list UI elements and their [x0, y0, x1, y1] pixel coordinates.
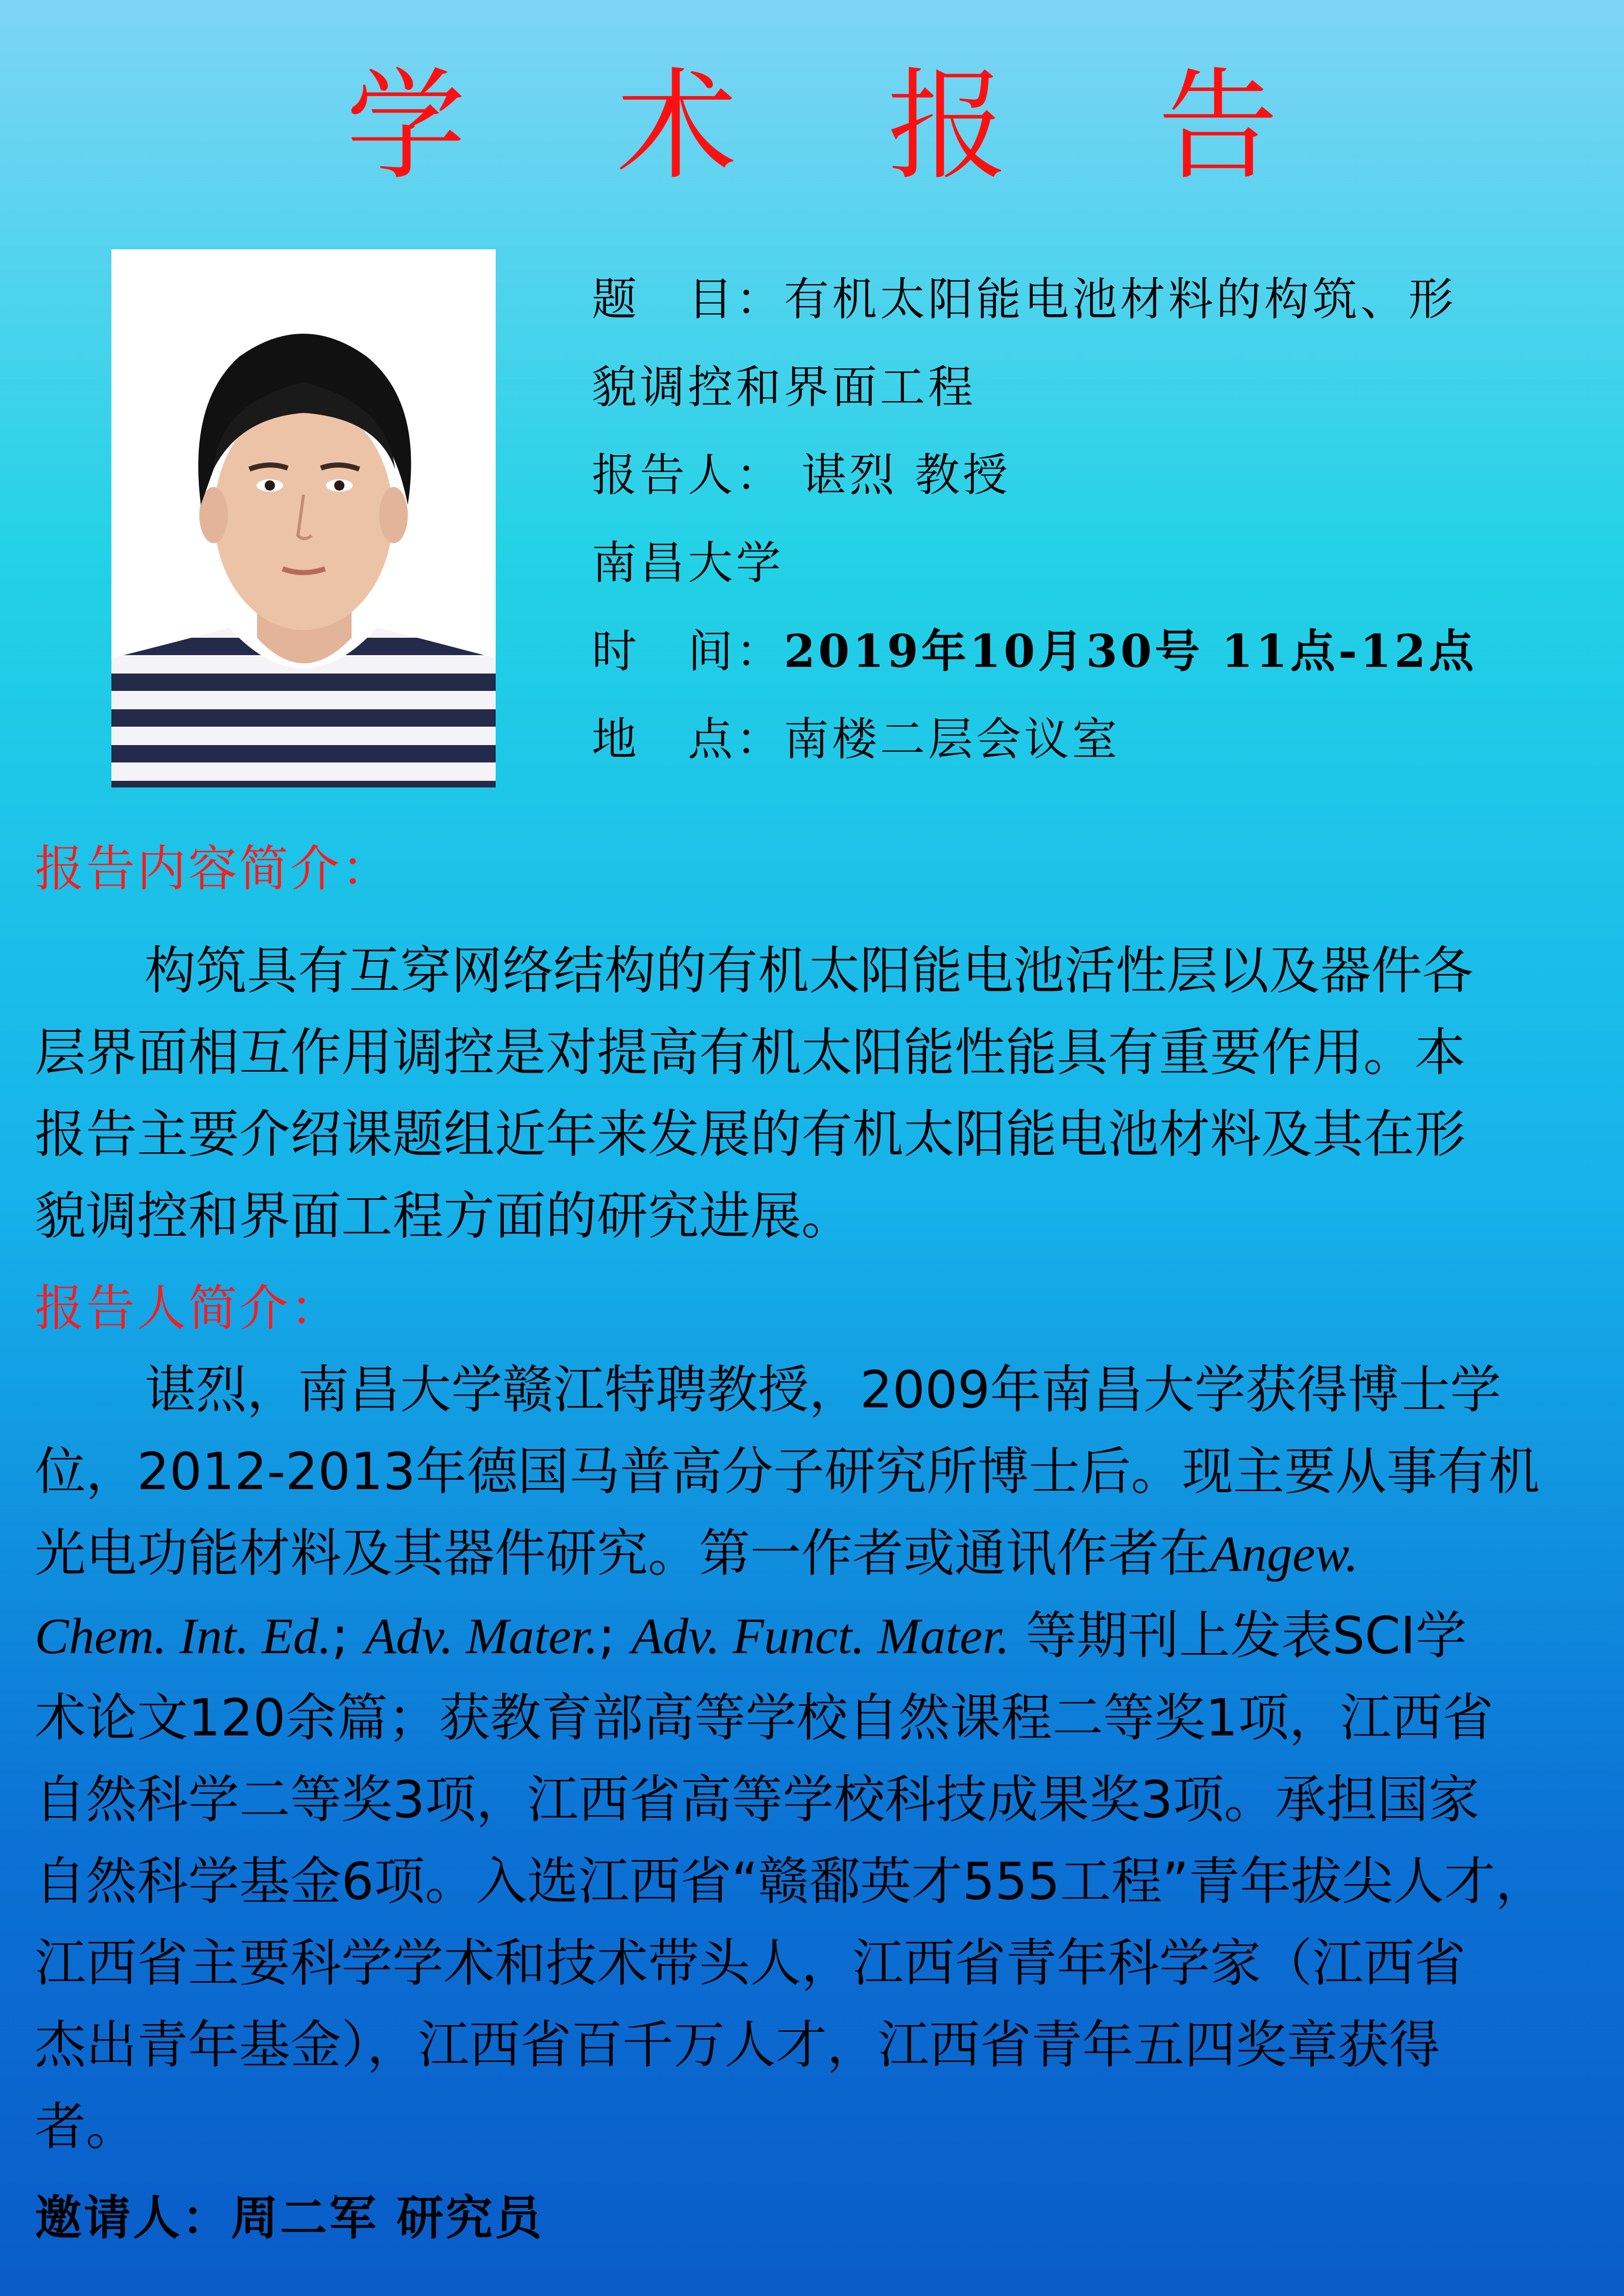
bio-heading: 报告人简介：	[35, 1280, 341, 1337]
journal-angew: Angew.	[1210, 1525, 1358, 1582]
poster-title: 学 术 报 告	[345, 57, 1335, 196]
topic-row-continued	[592, 343, 1563, 431]
portrait-illustration	[111, 249, 496, 787]
topic-label: 题 目：	[592, 273, 784, 326]
speaker-photo	[111, 249, 496, 787]
place-label: 地 点：	[592, 713, 784, 766]
abstract-line: 貌调控和界面工程方面的研究进展。	[35, 1186, 852, 1246]
journal-adv-mater: Adv. Mater.	[364, 1608, 598, 1664]
bio-line: 谌烈，南昌大学赣江特聘教授，2009年南昌大学获得博士学	[145, 1360, 1501, 1420]
journal-separator: ;	[598, 1606, 632, 1665]
bio-line: 自然科学二等奖3项，江西省高等学校科技成果奖3项。承担国家	[35, 1770, 1480, 1829]
time-row	[592, 607, 1563, 695]
bio-line: 术论文120余篇；获教育部高等学校自然课程二等奖1项，江西省	[35, 1688, 1494, 1748]
speaker-row	[592, 431, 1563, 519]
speaker-name: 谌烈 教授	[784, 449, 1011, 501]
talk-info	[592, 256, 1563, 783]
topic-text-line1: 有机太阳能电池材料的构筑、形	[784, 273, 1457, 326]
bio-line3-text: 光电功能材料及其器件研究。第一作者或通讯作者在	[35, 1523, 1210, 1583]
inviter: 邀请人：周二军 研究员	[35, 2190, 544, 2245]
abstract-paragraph	[35, 930, 1588, 1257]
time-value: 2019年10月30号 11点-12点	[784, 624, 1477, 678]
journal-angew-cont: Chem. Int. Ed.	[35, 1608, 332, 1664]
bio-line: 者。	[35, 2097, 137, 2156]
speaker-label: 报告人：	[592, 449, 784, 501]
abstract-line: 构筑具有互穿网络结构的有机太阳能电池活性层以及器件各	[145, 941, 1473, 1001]
topic-row	[592, 256, 1563, 343]
place-value: 南楼二层会议室	[784, 713, 1121, 766]
bio-paragraph	[35, 1349, 1588, 2168]
bio-line: 杰出青年基金），江西省百千万人才，江西省青年五四奖章获得	[35, 2015, 1440, 2075]
bio-line: 自然科学基金6项。入选江西省“赣鄱英才555工程”青年拔尖人才，	[35, 1851, 1547, 1911]
speaker-affiliation: 南昌大学	[592, 537, 784, 589]
bio-line	[35, 1595, 1588, 1677]
bio-line: 江西省主要科学学术和技术带头人，江西省青年科学家（江西省	[35, 1933, 1466, 1993]
abstract-line: 层界面相互作用调控是对提高有机太阳能性能具有重要作用。本	[35, 1023, 1466, 1082]
time-label: 时 间：	[592, 625, 784, 678]
affiliation-row	[592, 519, 1563, 607]
bio-line: 位，2012-2013年德国马普高分子研究所博士后。现主要从事有机	[35, 1442, 1540, 1501]
journal-separator: ;	[331, 1606, 365, 1665]
topic-text-line2: 貌调控和界面工程	[592, 361, 977, 413]
journal-adv-funct-mater: Adv. Funct. Mater.	[631, 1608, 1010, 1664]
abstract-line: 报告主要介绍课题组近年来发展的有机太阳能电池材料及其在形	[35, 1104, 1466, 1164]
abstract-heading: 报告内容简介：	[35, 840, 392, 897]
bio-line4-text: 等期刊上发表SCI学	[1009, 1606, 1467, 1665]
place-row	[592, 695, 1563, 783]
bio-line	[35, 1513, 1588, 1595]
